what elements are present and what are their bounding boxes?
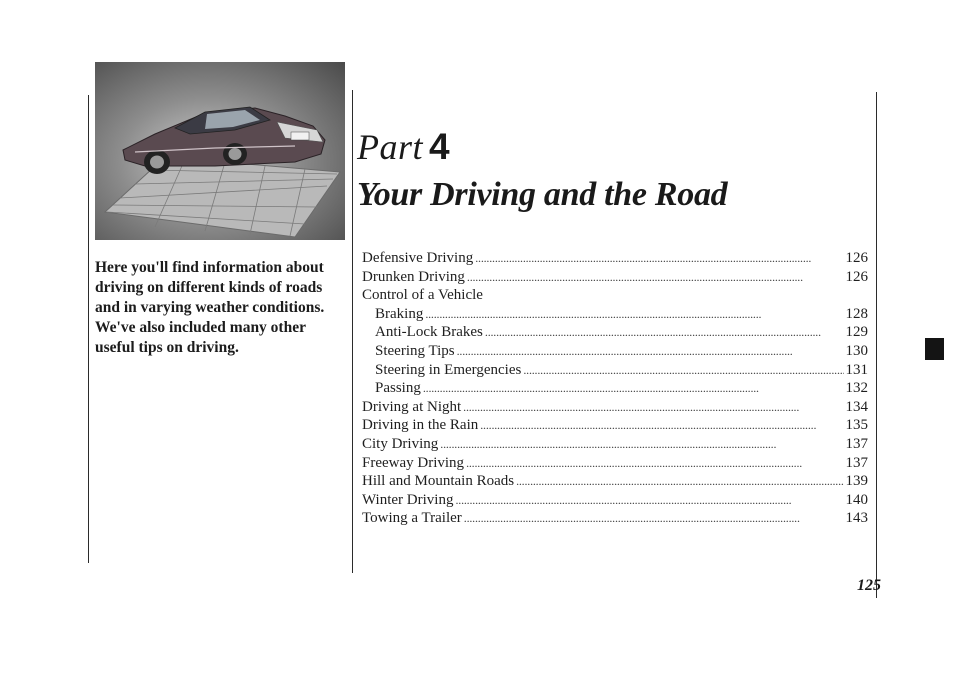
toc-entry-title: Defensive Driving [362,250,474,266]
toc-entry-title: Steering in Emergencies [375,361,522,378]
toc-entry-title: City Driving [362,435,439,452]
toc-entry-title: Towing a Trailer [362,510,462,527]
toc-entry[interactable] [362,379,868,398]
part-heading [357,126,450,168]
toc-entry-page: 134 [845,398,868,415]
toc-entry[interactable] [362,342,868,361]
toc-entry-title: Control of a Vehicle [362,287,483,304]
toc-entry-page: 126 [845,250,868,266]
toc-entry[interactable] [362,416,868,435]
toc-entry-page: 129 [845,324,868,341]
toc-entry-page: 126 [845,268,868,285]
toc-entry[interactable] [362,472,868,491]
toc-entry-title: Steering Tips [375,342,455,359]
toc-dot-leader [425,305,843,324]
toc-entry-title: Freeway Driving [362,454,465,471]
toc-entry[interactable] [362,361,868,380]
toc-entry-title: Hill and Mountain Roads [362,473,515,490]
toc-entry[interactable] [362,509,868,528]
toc-entry[interactable] [362,305,868,324]
table-of-contents [362,249,868,528]
toc-entry[interactable] [362,323,868,342]
section-title: Your Driving and the Road [357,176,728,213]
toc-dot-leader [467,268,844,287]
column-divider-rule [352,90,353,573]
toc-entry-title: Drunken Driving [362,268,465,285]
toc-dot-leader [423,379,844,398]
toc-entry-page: 128 [845,305,868,322]
toc-entry[interactable] [362,435,868,454]
toc-entry-page: 135 [845,417,868,434]
toc-dot-leader [485,323,844,342]
toc-entry[interactable] [362,398,868,417]
toc-entry-page: 132 [845,380,868,397]
toc-dot-leader [480,416,843,435]
intro-paragraph: Here you'll find information about driving on different kinds of roads and in varying weather conditions. We've also included many other useful tips on driving. [95,259,325,356]
toc-entry-title: Driving at Night [362,398,462,415]
toc-entry-page: 131 [845,361,868,378]
toc-dot-leader [463,398,843,417]
toc-entry-page: 137 [845,435,868,452]
toc-entry-title: Anti-Lock Brakes [375,324,483,341]
toc-dot-leader [523,361,843,380]
toc-entry-title: Braking [375,305,424,322]
toc-entry-page: 140 [845,491,868,508]
part-label: Part [357,127,424,167]
toc-entry-title: Passing [375,380,421,397]
toc-entry-page: 137 [845,454,868,471]
page-number: 125 [857,577,881,594]
toc-entry[interactable] [362,454,868,473]
toc-dot-leader [516,472,843,491]
toc-dot-leader [457,342,844,361]
toc-entry-title: Winter Driving [362,491,454,508]
toc-entry[interactable] [362,249,868,268]
toc-dot-leader [464,509,844,528]
toc-entry[interactable] [362,491,868,510]
toc-dot-leader [455,491,843,510]
left-margin-rule [88,95,89,563]
toc-entry[interactable] [362,286,868,305]
toc-dot-leader [475,249,843,268]
toc-entry-page: 143 [845,510,868,527]
toc-dot-leader [440,435,843,454]
toc-dot-leader [466,454,843,473]
toc-entry-page: 130 [845,342,868,359]
section-edge-tab [925,338,944,360]
toc-entry[interactable] [362,268,868,287]
part-number: 4 [429,126,451,167]
toc-entry-page: 139 [845,473,868,490]
car-illustration [95,62,345,240]
toc-entry-title: Driving in the Rain [362,417,479,434]
right-margin-rule [876,92,877,598]
